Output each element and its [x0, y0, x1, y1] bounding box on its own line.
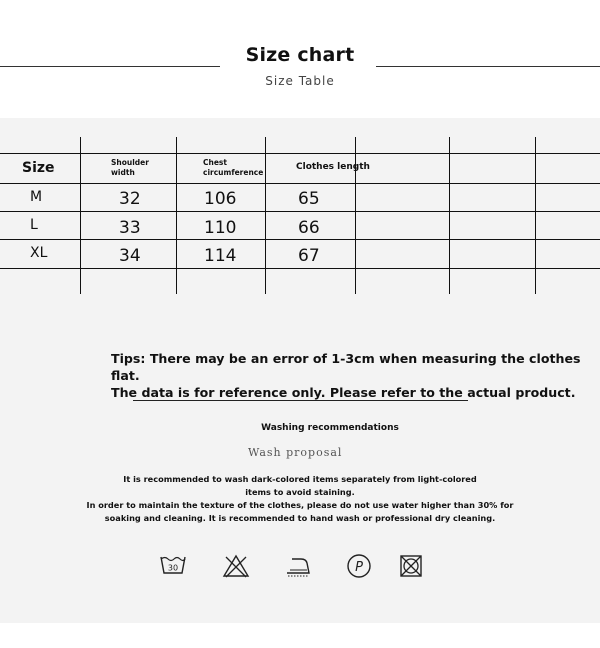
page-title: Size chart [245, 44, 355, 66]
no-tumble-dry-icon [397, 553, 425, 579]
table-col-rule [80, 137, 81, 294]
dry-clean-label: P [355, 560, 363, 575]
header-chest [203, 158, 263, 178]
header-size: Size [22, 160, 55, 176]
washing-note-line: It is recommended to wash dark-colored items separately from light-colored [123, 474, 477, 484]
row-chest: 110 [204, 218, 237, 238]
header-length: Clothes length [296, 162, 370, 172]
row-chest: 114 [204, 246, 237, 266]
washing-title: Washing recommendations [261, 423, 399, 433]
row-size: L [30, 217, 38, 233]
row-length: 67 [298, 246, 320, 266]
row-length: 65 [298, 189, 320, 209]
header-chest-line2: circumference [203, 168, 264, 177]
washing-subtitle: Wash proposal [248, 446, 343, 459]
row-shoulder: 32 [119, 189, 141, 209]
row-length: 66 [298, 218, 320, 238]
header-shoulder [111, 158, 149, 178]
wash-30-icon [159, 553, 187, 579]
washing-note-line: In order to maintain the texture of the clothes, please do not use water higher than 30% for [86, 500, 514, 510]
low-iron-icon [284, 553, 312, 579]
table-rule [0, 211, 600, 212]
table-col-rule [449, 137, 450, 294]
table-col-rule [535, 137, 536, 294]
care-icons [0, 553, 600, 583]
wash-temp-label: 30 [167, 563, 179, 573]
header-shoulder-line1: Shoulder [111, 158, 149, 167]
washing-note-line: soaking and cleaning. It is recommended to hand wash or professional dry cleaning. [104, 513, 496, 523]
table-rule [0, 239, 600, 240]
table-col-rule [355, 137, 356, 294]
row-shoulder: 33 [119, 218, 141, 238]
table-col-rule [265, 137, 266, 294]
tips-line: The data is for reference only. Please refer to the actual product. [111, 385, 576, 400]
table-rule [0, 268, 600, 269]
dry-clean-p-icon [345, 553, 373, 579]
header [0, 0, 600, 118]
row-shoulder: 34 [119, 246, 141, 266]
section-divider [133, 400, 468, 401]
washing-note-line: items to avoid staining. [245, 487, 355, 497]
row-size: XL [30, 245, 48, 261]
header-left-rule [0, 66, 220, 67]
row-chest: 106 [204, 189, 237, 209]
table-rule [0, 183, 600, 184]
no-bleach-icon [222, 553, 250, 579]
tips-line: Tips: There may be an error of 1-3cm when measuring the clothes flat. [111, 351, 581, 383]
header-shoulder-line2: width [111, 168, 135, 177]
table-rule [0, 153, 600, 154]
measurement-tips [111, 350, 581, 401]
header-right-rule [376, 66, 600, 67]
table-col-rule [176, 137, 177, 294]
header-chest-line1: Chest [203, 158, 227, 167]
row-size: M [30, 189, 43, 205]
page-subtitle: Size Table [265, 74, 335, 88]
